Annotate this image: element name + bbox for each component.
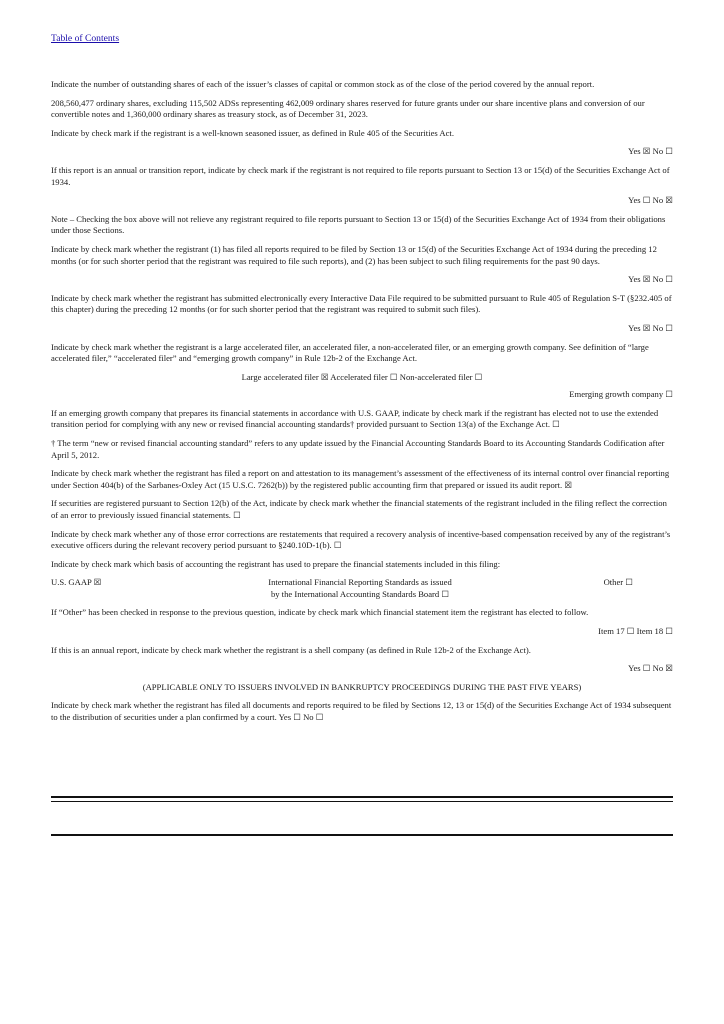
filed-reports-question: Indicate by check mark whether the registrant (1) has filed all reports required to be filed by Section 13 or 15(d) of the Securities Exchange Act of 1934 during the preceding 12 months (or for such shorter period that the registrant was required to file such reports), and (2) has been subject to such filing requirements for the past 90 days. — [51, 243, 657, 266]
interactive-data-question: Indicate by check mark whether the registrant has submitted electronically every Interactive Data File required to be submitted pursuant to Rule 405 of Regulation S-T (§232.405 of this chapter) during the preceding 12 months (or for such shorter period that the registrant was required to submit such files). — [51, 292, 672, 315]
accounting-standard-footnote: † The term “new or revised financial accounting standard” refers to any update issued by the Financial Accounting Standards Board to its Accounting Standards Codification after April 5, 2012. — [51, 438, 665, 460]
ifrs-option — [255, 577, 465, 600]
other-option: Other ☐ — [603, 577, 633, 588]
not-required-checkboxes: Yes ☐ No ☒ — [628, 195, 673, 206]
ifrs-option-line1: International Financial Reporting Standards as issued — [268, 577, 452, 588]
filer-status-checkboxes: Large accelerated filer ☒ Accelerated filer ☐ Non-accelerated filer ☐ — [241, 371, 483, 382]
table-of-contents-link[interactable]: Table of Contents — [51, 33, 120, 44]
restatement-question: Indicate by check mark whether any of those error corrections are restatements that required a recovery analysis of incentive-based compensation received by any of the registrant’s executive officers during the relevant recovery period pursuant to §240.10D-1(b). ☐ — [51, 528, 671, 551]
error-correction-question: If securities are registered pursuant to Section 12(b) of the Act, indicate by check mark whether the financial statements of the registrant included in the filing reflect the correction of an error to previously issued financial statements. ☐ — [51, 498, 667, 521]
outstanding-shares-question: Indicate the number of outstanding shares of each of the issuer’s classes of capital or common stock as of the close of the period covered by the annual report. — [51, 79, 595, 89]
emerging-growth-gaap-question: If an emerging growth company that prepares its financial statements in accordance with U.S. GAAP, indicate by check mark if the registrant has elected not to use the extended transition period for complying with any new or revised financial accounting standards† provided pursuant to Section 13(a) of the Exchange Act. ☐ — [51, 407, 659, 430]
section-divider-top — [51, 796, 673, 798]
ifrs-option-line2: by the International Accounting Standards Board ☐ — [270, 589, 450, 599]
shell-company-checkboxes: Yes ☐ No ☒ — [628, 663, 673, 674]
internal-control-question: Indicate by check mark whether the registrant has filed a report on and attestation to its management’s assessment of the effectiveness of its internal control over financial reporting under Section 404(b) of the Sarbanes-Oxley Act (15 U.S.C. 7262(b)) by the registered public accounting firm that prepared or issued its audit report. ☒ — [51, 468, 670, 490]
filer-status-question: Indicate by check mark whether the registrant is a large accelerated filer, an accelerated filer, a non-accelerated filer, or an emerging growth company. See definition of “large accelerated filer,” “accelerated filer” and “emerging growth company” in Rule 12b-2 of the Exchange Act. — [51, 341, 649, 364]
emerging-growth-checkbox: Emerging growth company ☐ — [569, 389, 673, 400]
bankruptcy-heading: (APPLICABLE ONLY TO ISSUERS INVOLVED IN BANKRUPTCY PROCEEDINGS DURING THE PAST FIVE YEARS) — [142, 681, 582, 692]
not-required-question: If this report is an annual or transition report, indicate by check mark if the registrant is not required to file reports pursuant to Section 13 or 15(d) of the Securities Exchange Act of 1934. — [51, 164, 670, 187]
shell-company-question: If this is an annual report, indicate by check mark whether the registrant is a shell company (as defined in Rule 12b-2 of the Exchange Act). — [51, 644, 531, 655]
us-gaap-option: U.S. GAAP ☒ — [51, 577, 102, 588]
accounting-basis-question: Indicate by check mark which basis of accounting the registrant has used to prepare the financial statements included in this filing: — [51, 558, 501, 569]
wksi-checkboxes: Yes ☒ No ☐ — [628, 146, 673, 157]
accounting-basis-options — [51, 577, 673, 601]
other-item-question: If “Other” has been checked in response to the previous question, indicate by check mark which financial statement item the registrant has elected to follow. — [51, 607, 589, 618]
item-checkboxes: Item 17 ☐ Item 18 ☐ — [598, 626, 673, 636]
bankruptcy-question: Indicate by check mark whether the registrant has filed all documents and reports required to be filed by Sections 12, 13 or 15(d) of the Securities Exchange Act of 1934 subsequent to the distribution of securities under a plan confirmed by a court. Yes ☐ No ☐ — [51, 700, 672, 722]
section-divider-top-thin — [51, 801, 673, 802]
cover-page-body — [51, 79, 673, 731]
note-paragraph: Note – Checking the box above will not relieve any registrant required to file reports pursuant to Section 13 or 15(d) of the Securities Exchange Act of 1934 from their obligations under those Sections. — [51, 213, 666, 236]
outstanding-shares-answer: 208,560,477 ordinary shares, excluding 115,502 ADSs representing 462,009 ordinary shares reserved for future grants under our share incentive plans and conversion of our convertible notes and 1,360,000 ordinary shares as treasury stock, as of December 31, 2023. — [51, 97, 645, 120]
filed-reports-checkboxes: Yes ☒ No ☐ — [628, 274, 673, 285]
wksi-question: Indicate by check mark if the registrant is a well-known seasoned issuer, as defined in Rule 405 of the Securities Act. — [51, 127, 454, 138]
interactive-data-checkboxes: Yes ☒ No ☐ — [628, 322, 673, 333]
page-bottom-rule — [51, 834, 673, 836]
